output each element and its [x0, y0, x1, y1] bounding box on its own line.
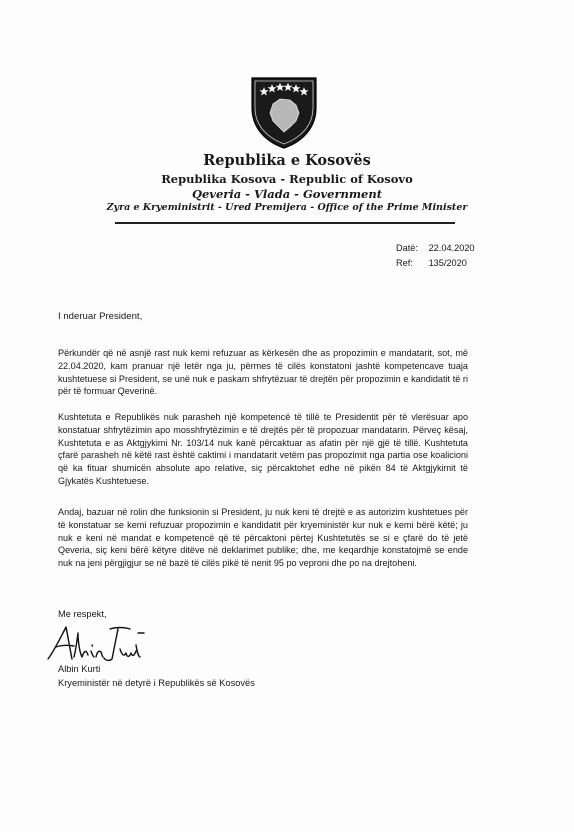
country-name: Republika e Kosovës	[203, 152, 371, 169]
salutation: I nderuar President,	[58, 311, 143, 322]
letter-reference	[396, 258, 467, 268]
signer-title: Kryeministër në detyrë i Republikës së Kosovës	[58, 678, 255, 688]
kosovo-coat-of-arms-icon	[246, 74, 322, 150]
date-value: 22.04.2020	[428, 243, 475, 253]
header-divider	[115, 222, 455, 224]
date-label: Datë:	[396, 243, 418, 253]
ref-label: Ref:	[396, 258, 413, 268]
letter-date	[396, 243, 475, 253]
country-name-alt: Republika Kosova - Republic of Kosovo	[161, 172, 413, 186]
office-name: Zyra e Kryeministrit - Ured Premijera - Office of the Prime Minister	[106, 202, 468, 213]
government-name: Qeveria - Vlada - Government	[191, 187, 383, 201]
closing: Me respekt,	[58, 609, 107, 619]
handwritten-signature	[44, 621, 149, 665]
body-paragraph: Kushtetuta e Republikës nuk parasheh një kompetencë të tillë te Presidentit për të vlerësuar apo konstatuar shfrytëzimin apo mosshfrytëzimin e të drejtës për të propozuar mandatarin. Përveç kësaj, Kushtetuta e as Aktgjykimi Nr. 103/14 nuk kanë përcaktuar as afatin për një gjë të tillë. Kushtetuta çfarë parasheh në këtë rast është caktimi i mandatarit vetëm pas propozimit nga partia ose koalicioni që ka fituar shumicën absolute apo relative, siç përcaktohet edhe në pikën 84 të Aktgjykimit të Gjykatës Kushtetuese.	[58, 412, 468, 486]
ref-value: 135/2020	[428, 258, 467, 268]
signer-name: Albin Kurti	[58, 664, 101, 674]
body-paragraph: Andaj, bazuar në rolin dhe funksionin si President, ju nuk keni të drejtë e as autorizim kushtetues për të konstatuar se kemi refuzuar propozimin e kandidatit për kryeministër kur nuk e kemi bërë këtë; ju nuk e keni në mandat e kompetencë që të përcaktoni përtej Kushtetutës se si e çfarë do të jetë Qeveria, siç keni bërë këtyre ditëve në deklarimet publike; dhe, me keqardhje konstatojmë se ende nuk na jeni përgjigjur se në bazë të cilës pikë të nenit 95 po veproni dhe po na drejtoheni.	[58, 507, 468, 569]
body-paragraph: Përkundër që në asnjë rast nuk kemi refuzuar as kërkesën dhe as propozimin e mandatarit, sot, më 22.04.2020, kam pranuar një letër nga ju, përmes të cilës konstatoni jashtë kompetencave tuaja kushtetuese si President, se unë nuk e paskam shfrytëzuar të drejtën për propozimin e kandidatit të ri për të formuar Qeverinë.	[58, 348, 468, 397]
